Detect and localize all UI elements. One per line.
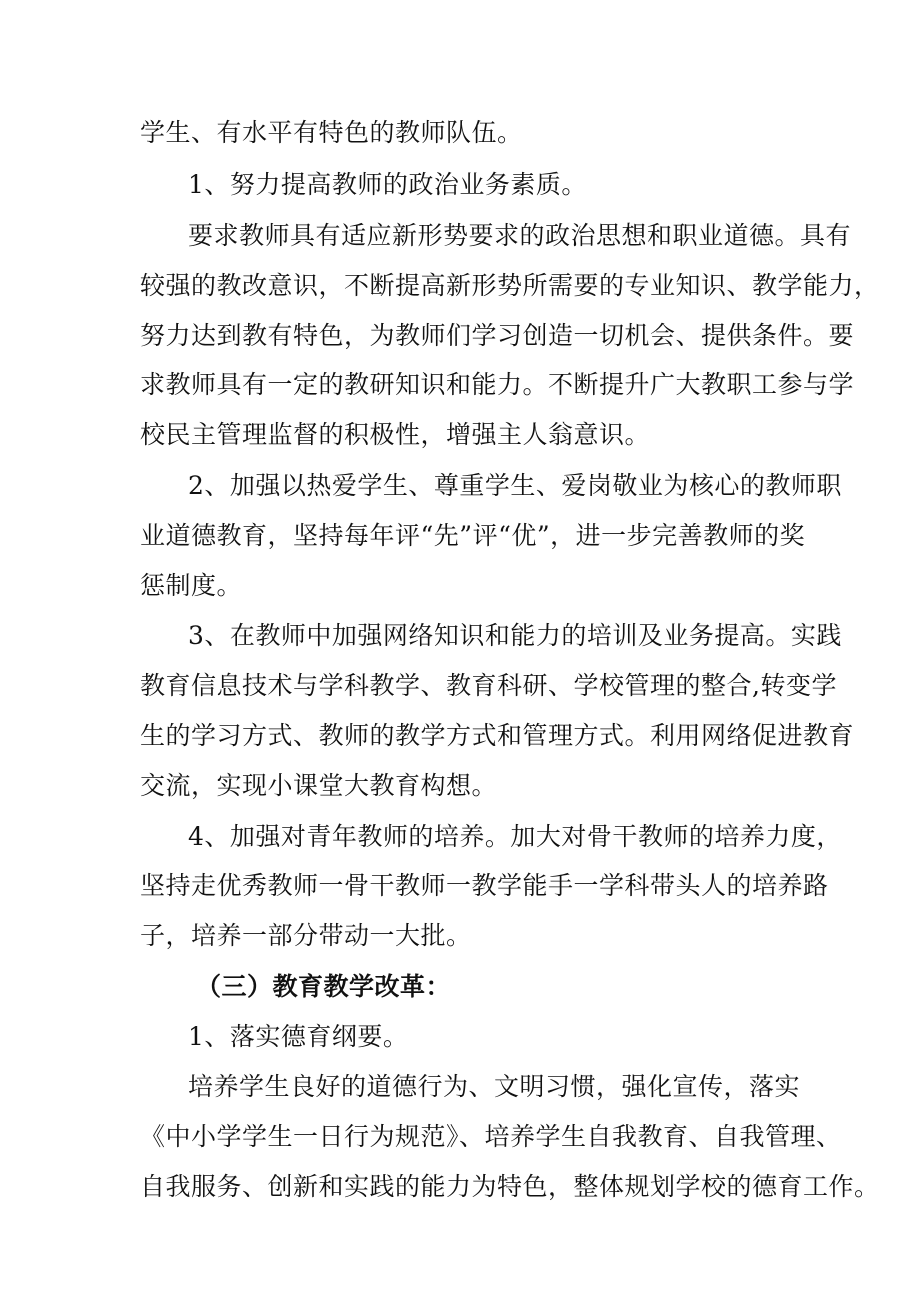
item-2-heading: 2、加强以热爱学生、尊重学生、爱岗敬业为核心的教师职 bbox=[188, 471, 842, 500]
text-line: 求教师具有一定的教研知识和能力。不断提升广大教职工参与学 bbox=[140, 370, 855, 399]
text-line: 校民主管理监督的积极性，增强主人翁意识。 bbox=[140, 420, 651, 449]
text-line: 惩制度。 bbox=[140, 571, 243, 600]
item-4-heading: 4、加强对青年教师的培养。加大对骨干教师的培养力度， bbox=[188, 822, 842, 851]
item-3-heading: 3、在教师中加强网络知识和能力的培训及业务提高。实践 bbox=[188, 621, 842, 650]
text-line: 子，培养一部分带动一大批。 bbox=[140, 921, 472, 950]
item-1-heading: 1、落实德育纲要。 bbox=[188, 1022, 409, 1051]
text-line: 学生、有水平有特色的教师队伍。 bbox=[140, 118, 523, 147]
text-line: 生的学习方式、教师的教学方式和管理方式。利用网络促进教育 bbox=[140, 721, 855, 750]
text-line: 教育信息技术与学科教学、教育科研、学校管理的整合,转变学 bbox=[140, 671, 837, 700]
text-line: 努力达到教有特色，为教师们学习创造一切机会、提供条件。要 bbox=[140, 321, 855, 350]
item-1-heading: 1、努力提高教师的政治业务素质。 bbox=[188, 170, 587, 199]
text-line: 培养学生良好的道德行为、文明习惯，强化宣传，落实 bbox=[188, 1072, 801, 1101]
text-line: 较强的教改意识，不断提高新形势所需要的专业知识、教学能力， bbox=[140, 271, 880, 300]
text-line: 业道德教育，坚持每年评“先”评“优”，进一步完善教师的奖 bbox=[140, 521, 806, 550]
text-line: 坚持走优秀教师一骨干教师一教学能手一学科带头人的培养路 bbox=[140, 871, 829, 900]
text-line: 交流，实现小课堂大教育构想。 bbox=[140, 771, 498, 800]
text-line: 要求教师具有适应新形势要求的政治思想和职业道德。具有 bbox=[188, 221, 852, 250]
text-line: 自我服务、创新和实践的能力为特色，整体规划学校的德育工作。 bbox=[140, 1172, 880, 1201]
text-line: 《中小学学生一日行为规范》、培养学生自我教育、自我管理、 bbox=[140, 1122, 842, 1151]
section-heading: （三）教育教学改革： bbox=[196, 972, 452, 1001]
